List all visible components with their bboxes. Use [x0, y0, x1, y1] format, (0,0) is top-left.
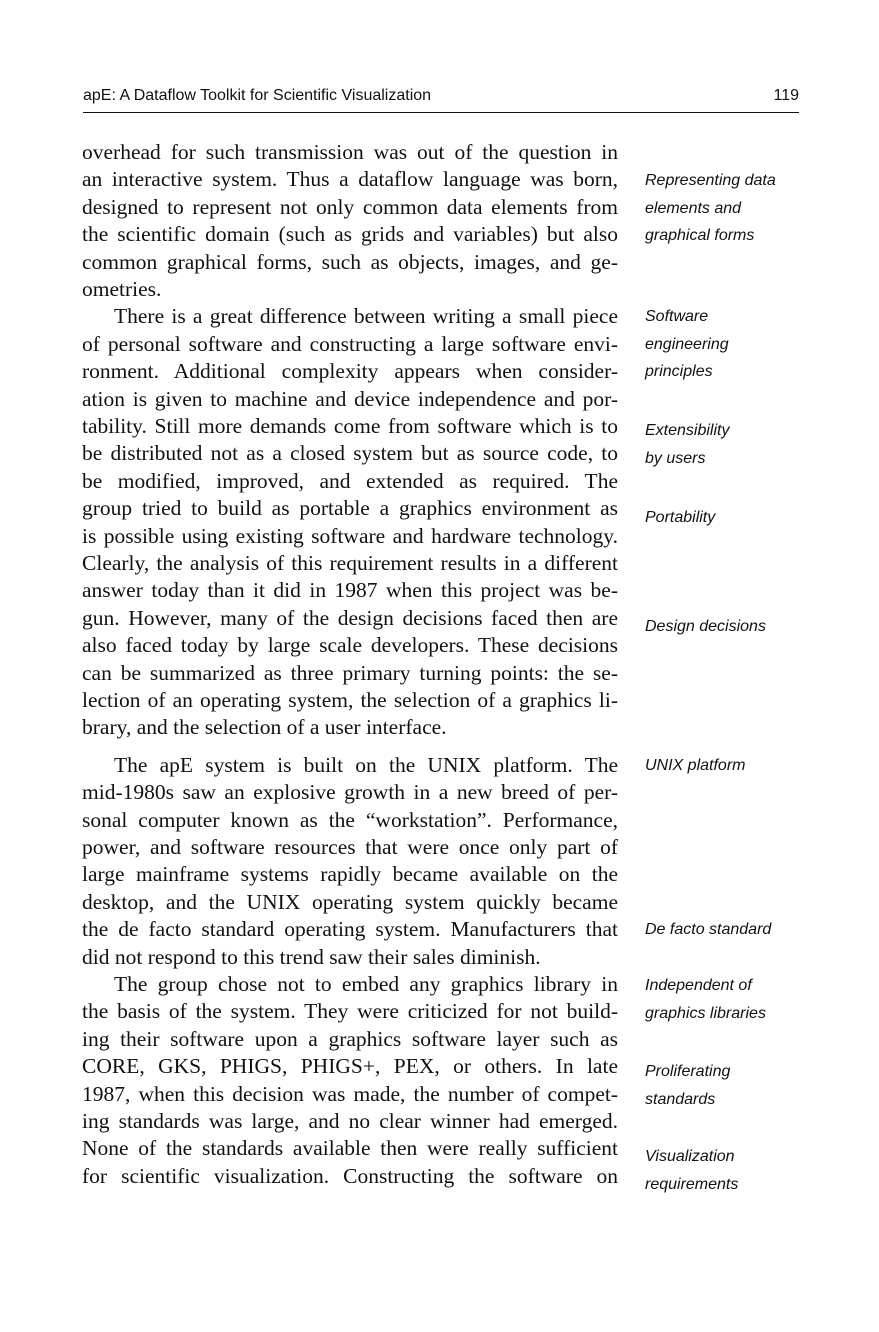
- body-line: can be summarized as three primary turning points: the se-: [82, 660, 618, 685]
- margin-note: Representing data: [645, 172, 776, 189]
- body-line: ometries.: [82, 277, 162, 301]
- margin-note: principles: [645, 363, 713, 380]
- margin-note: Independent of: [645, 977, 752, 994]
- margin-note: Portability: [645, 509, 716, 526]
- page-number: 119: [773, 87, 799, 104]
- body-line: an interactive system. Thus a dataflow language was born,: [82, 167, 618, 192]
- body-line: the scientific domain (such as grids and variables) but also: [82, 222, 618, 247]
- body-line: gun. However, many of the design decisions faced then are: [82, 605, 618, 630]
- body-line: CORE, GKS, PHIGS, PHIGS+, PEX, or others. In late: [82, 1054, 618, 1079]
- body-line: The apE system is built on the UNIX platform. The: [114, 752, 618, 777]
- body-line: power, and software resources that were once only part of: [82, 835, 618, 859]
- body-line: the de facto standard operating system. Manufacturers that: [82, 917, 618, 942]
- body-line: be modified, improved, and extended as required. The: [82, 468, 618, 493]
- body-line: for scientific visualization. Constructing the software on: [82, 1163, 618, 1188]
- body-line: mid-1980s saw an explosive growth in a new breed of per-: [82, 780, 618, 805]
- margin-note: graphics libraries: [645, 1005, 766, 1022]
- margin-note: by users: [645, 450, 706, 467]
- body-line: brary, and the selection of a user interface.: [82, 715, 447, 740]
- body-line: tability. Still more demands come from software which is to: [82, 414, 618, 438]
- margin-note: Design decisions: [645, 618, 766, 635]
- margin-note: engineering: [645, 336, 729, 353]
- body-line: ing standards was large, and no clear winner had emerged.: [82, 1109, 618, 1133]
- body-line: Clearly, the analysis of this requirement results in a different: [82, 551, 618, 575]
- body-line: overhead for such transmission was out of the question in: [82, 140, 618, 164]
- body-line: the basis of the system. They were criticized for not build-: [82, 999, 618, 1024]
- body-line: answer today than it did in 1987 when this project was be-: [82, 578, 618, 603]
- body-line: group tried to build as portable a graphics environment as: [82, 496, 618, 521]
- margin-note: Software: [645, 308, 709, 325]
- margin-note: De facto standard: [645, 921, 772, 938]
- body-line: designed to represent not only common data elements from: [82, 194, 618, 219]
- margin-note: graphical forms: [645, 227, 755, 244]
- body-line: did not respond to this trend saw their sales diminish.: [82, 944, 541, 969]
- body-line: None of the standards available then were really sufficient: [82, 1136, 618, 1161]
- body-line: lection of an operating system, the selection of a graphics li-: [82, 688, 618, 712]
- body-line: There is a great difference between writing a small piece: [114, 304, 618, 329]
- body-line: The group chose not to embed any graphics library in: [114, 972, 618, 996]
- body-line: desktop, and the UNIX operating system quickly became: [82, 889, 618, 914]
- body-line: 1987, when this decision was made, the number of compet-: [82, 1081, 618, 1106]
- body-line: ation is given to machine and device independence and por-: [82, 386, 618, 411]
- body-line: ronment. Additional complexity appears when consider-: [82, 359, 618, 384]
- margin-note: Visualization: [645, 1148, 735, 1165]
- body-line: of personal software and constructing a large software envi-: [82, 331, 618, 356]
- margin-note: requirements: [645, 1176, 739, 1193]
- body-line: also faced today by large scale developers. These decisions: [82, 633, 618, 658]
- margin-note: Proliferating: [645, 1063, 731, 1080]
- margin-note: UNIX platform: [645, 757, 746, 774]
- margin-note: standards: [645, 1091, 716, 1108]
- running-header: [83, 86, 799, 113]
- body-line: common graphical forms, such as objects, images, and ge-: [82, 249, 618, 274]
- running-title: apE: A Dataflow Toolkit for Scientific Visualization: [83, 87, 432, 104]
- body-line: large mainframe systems rapidly became available on the: [82, 862, 618, 887]
- margin-note: elements and: [645, 200, 742, 217]
- body-line: sonal computer known as the “workstation”. Performance,: [82, 807, 618, 832]
- body-line: is possible using existing software and hardware technology.: [82, 523, 618, 548]
- body-line: ing their software upon a graphics software layer such as: [82, 1026, 618, 1051]
- margin-note: Extensibility: [645, 422, 730, 439]
- body-line: be distributed not as a closed system but as source code, to: [82, 441, 618, 466]
